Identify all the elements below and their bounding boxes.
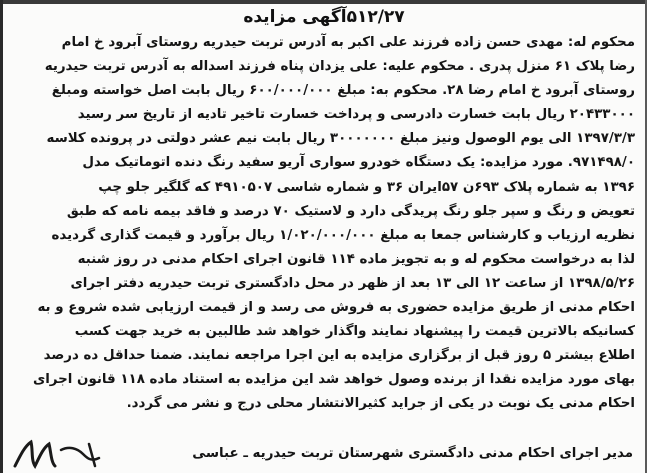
notice-line: بهای مورد مزایده نقدا از برنده وصول خواهد شد این مزایده به استناد ماده ۱۱۸ قانون اجرای (32, 372, 635, 388)
notice-line: ۱۳۹۷/۳/۳ الی یوم الوصول ونیز مبلغ ۳۰۰۰۰۰۰۰ ریال بابت نیم عشر دولتی در پرونده کلاسه (46, 131, 635, 147)
notice-line: اطلاع بیشتر ۵ روز قبل از برگزاری مزایده به این اجرا مراجعه نمایند. ضمنا حداقل ده درصد (43, 348, 635, 364)
notice-line: ۹۷۱۴۹۸/۰. مورد مزایده: یک دستگاه خودرو سواری آریو سفید رنگ دنده اتوماتیک مدل (82, 155, 635, 171)
notice-line: احکام مدنی یک نوبت در یکی از جراید کثیرالانتشار محلی درج و نشر می گردد. (126, 396, 635, 412)
notice-line: روستای آبرود خ امام رضا ۲۸. محکوم به: مبلغ ۶۰۰/۰۰۰/۰۰۰ ریال بابت اصل خواسته ومبلغ (51, 83, 635, 99)
notice-line: احکام مدنی از طریق مزایده حضوری به فروش می رسد و از قیمت ارزیابی شده شروع و به (37, 300, 635, 316)
notice-signatory: مدیر اجرای احکام مدنی دادگستری شهرستان تربت حیدریه ـ عباسی (192, 446, 633, 461)
notice-line: رضا پلاک ۶۱ منزل پدری . محکوم علیه: علی یزدان پناه فرزند اسداله به آدرس تربت حیدریه (44, 59, 635, 75)
notice-line: تعویض و رنگ و سپر جلو رنگ پریدگی دارد و لاستیک ۷۰ درصد و فاقد بیمه نامه که طبق (66, 203, 635, 219)
notice-line: محکوم له: مهدی حسن زاده فرزند علی اکبر به آدرس تربت حیدریه روستای آبرود خ امام (61, 35, 635, 50)
notice-line: ۱۳۹۸/۵/۲۶ از ساعت ۱۲ الی ۱۳ بعد از ظهر در محل دادگستری تربت حیدریه دفتر اجرای (70, 275, 635, 291)
notice-line: ۲۰۴۳۳۰۰۰ ریال بابت خسارت دادرسی و پرداخت خسارت تاخیر تادیه از تاریخ سر رسید (77, 107, 635, 123)
notice-body (13, 31, 635, 417)
notice-line: نظریه ارزیاب و کارشناس جمعا به مبلغ ۱/۰۲۰/۰۰۰/۰۰۰ ریال برآورد و قیمت گذاری گردیده (51, 227, 635, 243)
handwritten-signature-icon (11, 436, 121, 472)
notice-line: کسانیکه بالاترین قیمت را پیشنهاد نمایند واگذار خواهد شد طالبین به خرید جهت کسب (74, 324, 635, 340)
notice-line: ۱۳۹۶ به شماره پلاک ۶۹۳ن ۵۷ایران ۳۶ و شماره شاسی ۴۹۱۰۵۰۷ که گلگیر جلو چپ (98, 179, 635, 195)
notice-line: لذا به درخواست محکوم له و به تجویز ماده ۱۱۴ قانون اجرای احکام مدنی در روز شنبه (77, 251, 635, 267)
notice-title: ۵۱۲/۲۷آگهی مزایده (243, 7, 405, 27)
